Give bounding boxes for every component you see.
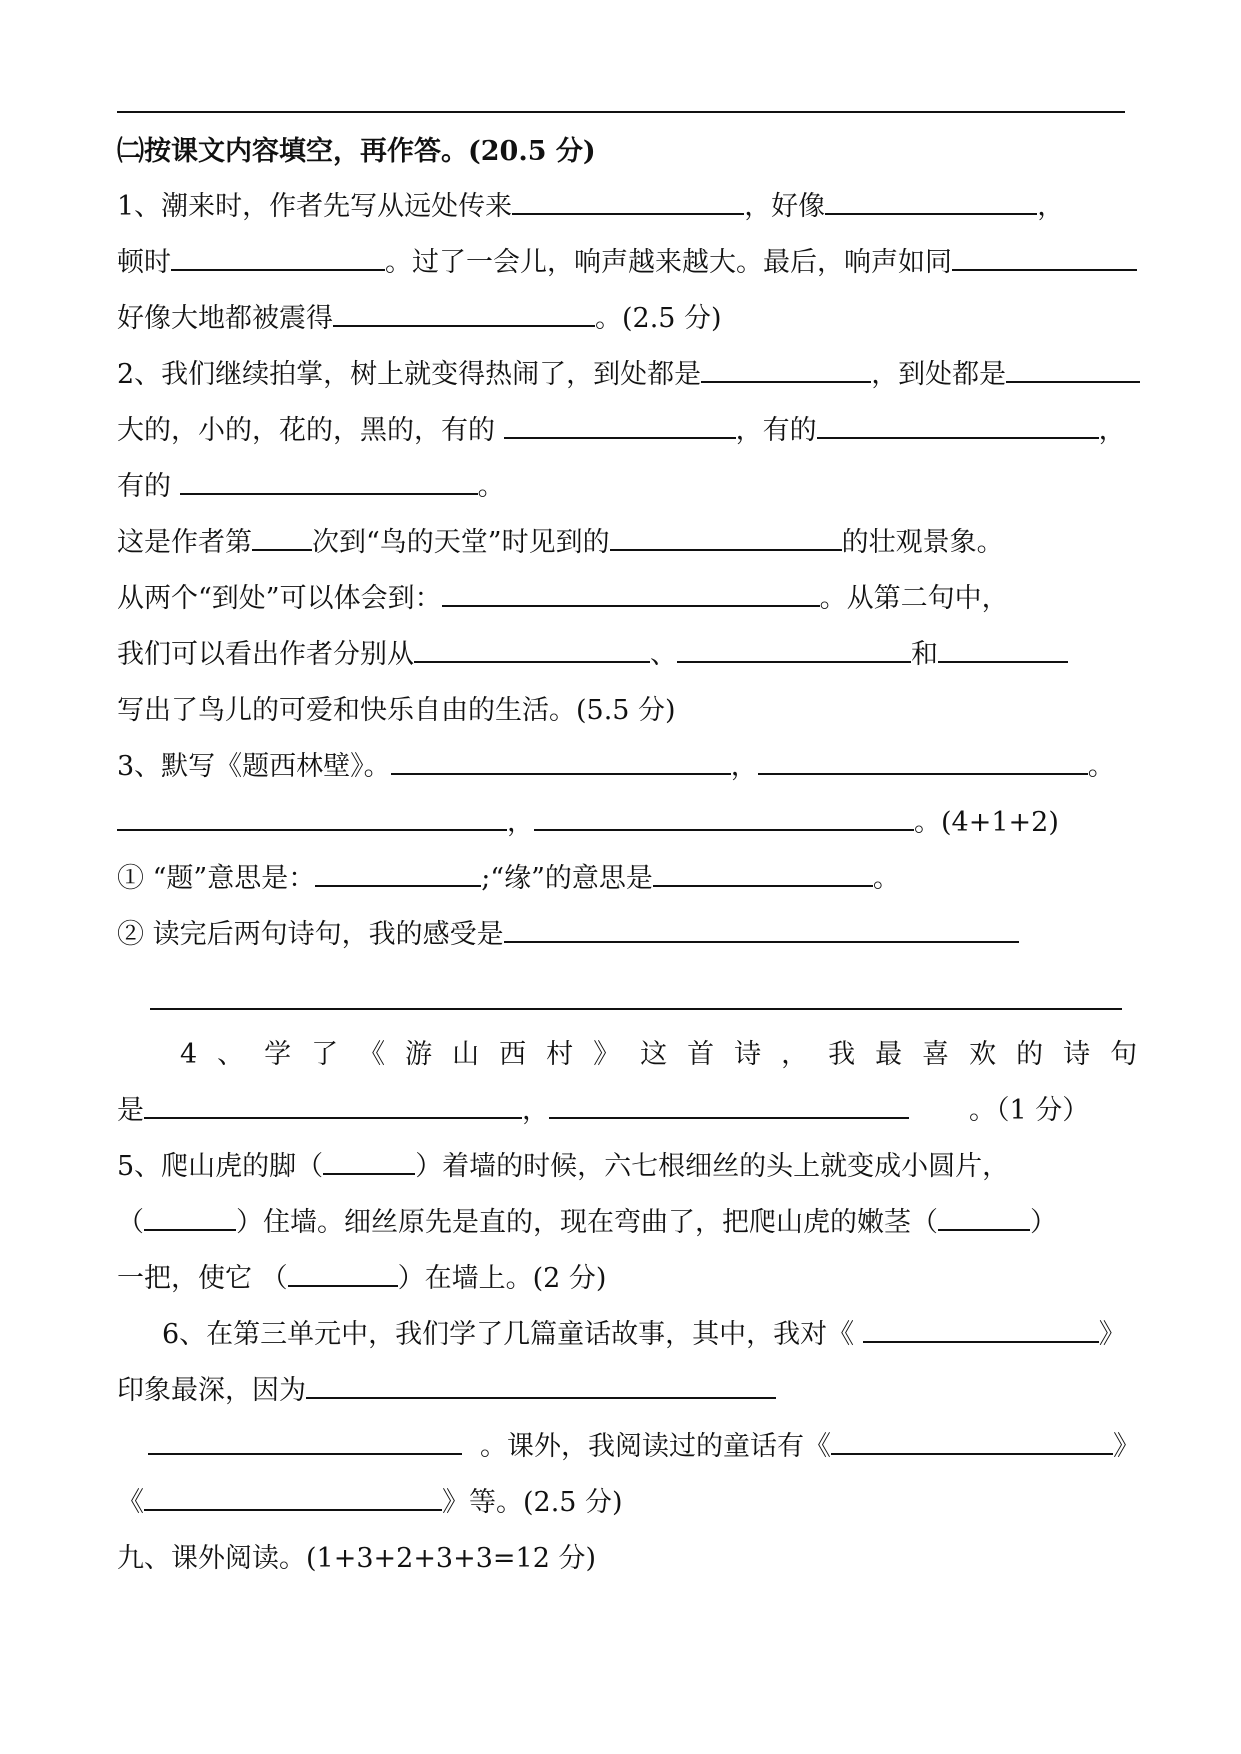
answer-blank[interactable] [534, 805, 914, 831]
q4-text: 4、学了《游山西村》这首诗，我最喜欢的诗句 [180, 1039, 1158, 1070]
q3-text: 。 [1087, 751, 1115, 782]
q3-text: 3、默写《题西林壁》。 [117, 751, 391, 782]
answer-blank[interactable] [306, 1373, 776, 1399]
q3-text: ;“缘”的意思是 [481, 863, 653, 894]
q6-text: 》等。(2.5 分) [442, 1487, 623, 1518]
answer-blank[interactable] [414, 637, 650, 663]
q2-text: 2、我们继续拍掌，树上就变得热闹了，到处都是 [117, 359, 702, 390]
answer-blank[interactable] [323, 1149, 415, 1175]
q2-text: 从两个“到处”可以体会到： [117, 583, 442, 614]
q2-text: 有的 [117, 471, 180, 502]
answer-blank[interactable] [952, 245, 1137, 271]
q6-line4 [117, 1483, 623, 1523]
q5-text: 5、爬山虎的脚（ [117, 1151, 324, 1182]
q3-text: ① “题”意思是： [117, 863, 316, 894]
q1-text: 顿时 [117, 247, 171, 278]
answer-blank[interactable] [391, 749, 731, 775]
answer-blank[interactable] [653, 861, 873, 887]
answer-blank[interactable] [171, 245, 385, 271]
q1-text: 1、潮来时，作者先写从远处传来 [117, 191, 513, 222]
answer-blank[interactable] [180, 469, 478, 495]
answer-blank[interactable] [938, 637, 1068, 663]
answer-blank[interactable] [1006, 357, 1140, 383]
answer-blank[interactable] [504, 917, 1019, 943]
q5-line1 [117, 1147, 1009, 1187]
q1-text: 好像大地都被震得 [117, 303, 333, 334]
q3-text: ， [730, 751, 758, 782]
q1-text: 。过了一会儿，响声越来越大。最后，响声如同 [385, 247, 952, 278]
answer-blank[interactable] [117, 805, 507, 831]
q2-line5 [117, 579, 1009, 619]
answer-blank[interactable] [758, 749, 1088, 775]
q6-line1 [162, 1315, 1126, 1355]
answer-blank[interactable] [315, 861, 481, 887]
answer-blank[interactable] [817, 413, 1099, 439]
answer-blank[interactable] [610, 525, 842, 551]
section-title [117, 132, 596, 172]
q2-text: ，有的 [735, 415, 817, 446]
q6-text: 。课外，我阅读过的童话有《 [480, 1431, 831, 1462]
q4-text: 。（1 分） [969, 1095, 1090, 1126]
section9-title-text: 九、课外阅读。(1+3+2+3+3=12 分) [117, 1543, 597, 1574]
q2-text: 。 [477, 471, 505, 502]
q6-line3 [148, 1427, 1140, 1467]
answer-blank[interactable] [148, 1429, 462, 1455]
answer-blank[interactable] [442, 581, 820, 607]
q6-text: 6、在第三单元中，我们学了几篇童话故事，其中，我对《 [162, 1319, 863, 1350]
answer-blank[interactable] [701, 357, 871, 383]
answer-blank[interactable] [863, 1317, 1099, 1343]
q2-text: 、 [650, 639, 677, 670]
q1-line3 [117, 299, 722, 339]
q6-text: 《 [117, 1487, 144, 1518]
answer-blank[interactable] [549, 1093, 909, 1119]
q1-text: ， [1037, 191, 1065, 222]
q2-text: ， [1098, 415, 1126, 446]
answer-blank[interactable] [831, 1429, 1113, 1455]
q5-text: ）在墙上。(2 分) [397, 1263, 607, 1294]
q6-text: 》 [1113, 1431, 1140, 1462]
answer-blank[interactable] [333, 301, 595, 327]
q2-line2 [117, 411, 1126, 451]
q4-text: ， [522, 1095, 549, 1126]
q2-text: 这是作者第 [117, 527, 252, 558]
q2-text: 的壮观景象。 [841, 527, 1004, 558]
q5-text: 一把，使它 （ [117, 1263, 288, 1294]
answer-blank[interactable] [825, 189, 1037, 215]
answer-blank[interactable] [512, 189, 744, 215]
q2-line1 [117, 355, 1140, 395]
q3-line1 [117, 747, 1115, 787]
q2-text: 我们可以看出作者分别从 [117, 639, 414, 670]
q2-line7 [117, 691, 676, 731]
q2-text: 次到“鸟的天堂”时见到的 [312, 527, 610, 558]
top-divider [117, 111, 1125, 113]
q3-line2 [117, 803, 1059, 843]
q4-line2 [117, 1091, 1089, 1131]
q5-text: （ [117, 1207, 144, 1238]
section9-title [117, 1539, 596, 1579]
q6-text: 印象最深，因为 [117, 1375, 306, 1406]
section-title-text: ㈡按课文内容填空，再作答。(20.5 分) [117, 136, 596, 167]
q2-text: 。从第二句中， [819, 583, 1009, 614]
q1-text: ，好像 [744, 191, 826, 222]
q2-text: ，到处都是 [871, 359, 1007, 390]
q3-sub1 [117, 859, 900, 899]
q2-line3 [117, 467, 505, 507]
answer-blank[interactable] [144, 1093, 522, 1119]
q1-text: 。(2.5 分) [595, 303, 722, 334]
q3-text: 。 [872, 863, 900, 894]
q4-text: 是 [117, 1095, 144, 1126]
q3-text: ， [507, 807, 534, 838]
q6-text: 》 [1098, 1319, 1126, 1350]
answer-blank[interactable] [252, 525, 312, 551]
answer-blank[interactable] [144, 1485, 442, 1511]
q6-line2 [117, 1371, 776, 1411]
q5-text: ）着墙的时候，六七根细丝的头上就变成小圆片， [415, 1151, 1010, 1182]
answer-blank[interactable] [144, 1205, 236, 1231]
q4-line1 [180, 1035, 1157, 1075]
q3-sub2 [117, 915, 1019, 955]
answer-blank[interactable] [938, 1205, 1030, 1231]
q2-text: 和 [911, 639, 938, 670]
q5-line3 [117, 1259, 606, 1299]
q2-line6 [117, 635, 1068, 675]
q5-line2 [117, 1203, 1057, 1243]
q3-text: 。(4+1+2) [914, 807, 1059, 838]
q1-line2 [117, 243, 1137, 283]
q3-text: ② 读完后两句诗句，我的感受是 [117, 919, 504, 950]
answer-line[interactable] [150, 1008, 1122, 1010]
answer-blank[interactable] [677, 637, 911, 663]
q5-text: ） [1030, 1207, 1057, 1238]
answer-blank[interactable] [504, 413, 736, 439]
q5-text: ）住墙。细丝原先是直的，现在弯曲了，把爬山虎的嫩茎（ [236, 1207, 938, 1238]
q1-line1 [117, 187, 1064, 227]
q2-line4 [117, 523, 1004, 563]
q2-text: 写出了鸟儿的可爱和快乐自由的生活。(5.5 分) [117, 695, 676, 726]
q2-text: 大的，小的，花的，黑的，有的 [117, 415, 504, 446]
answer-blank[interactable] [288, 1261, 398, 1287]
